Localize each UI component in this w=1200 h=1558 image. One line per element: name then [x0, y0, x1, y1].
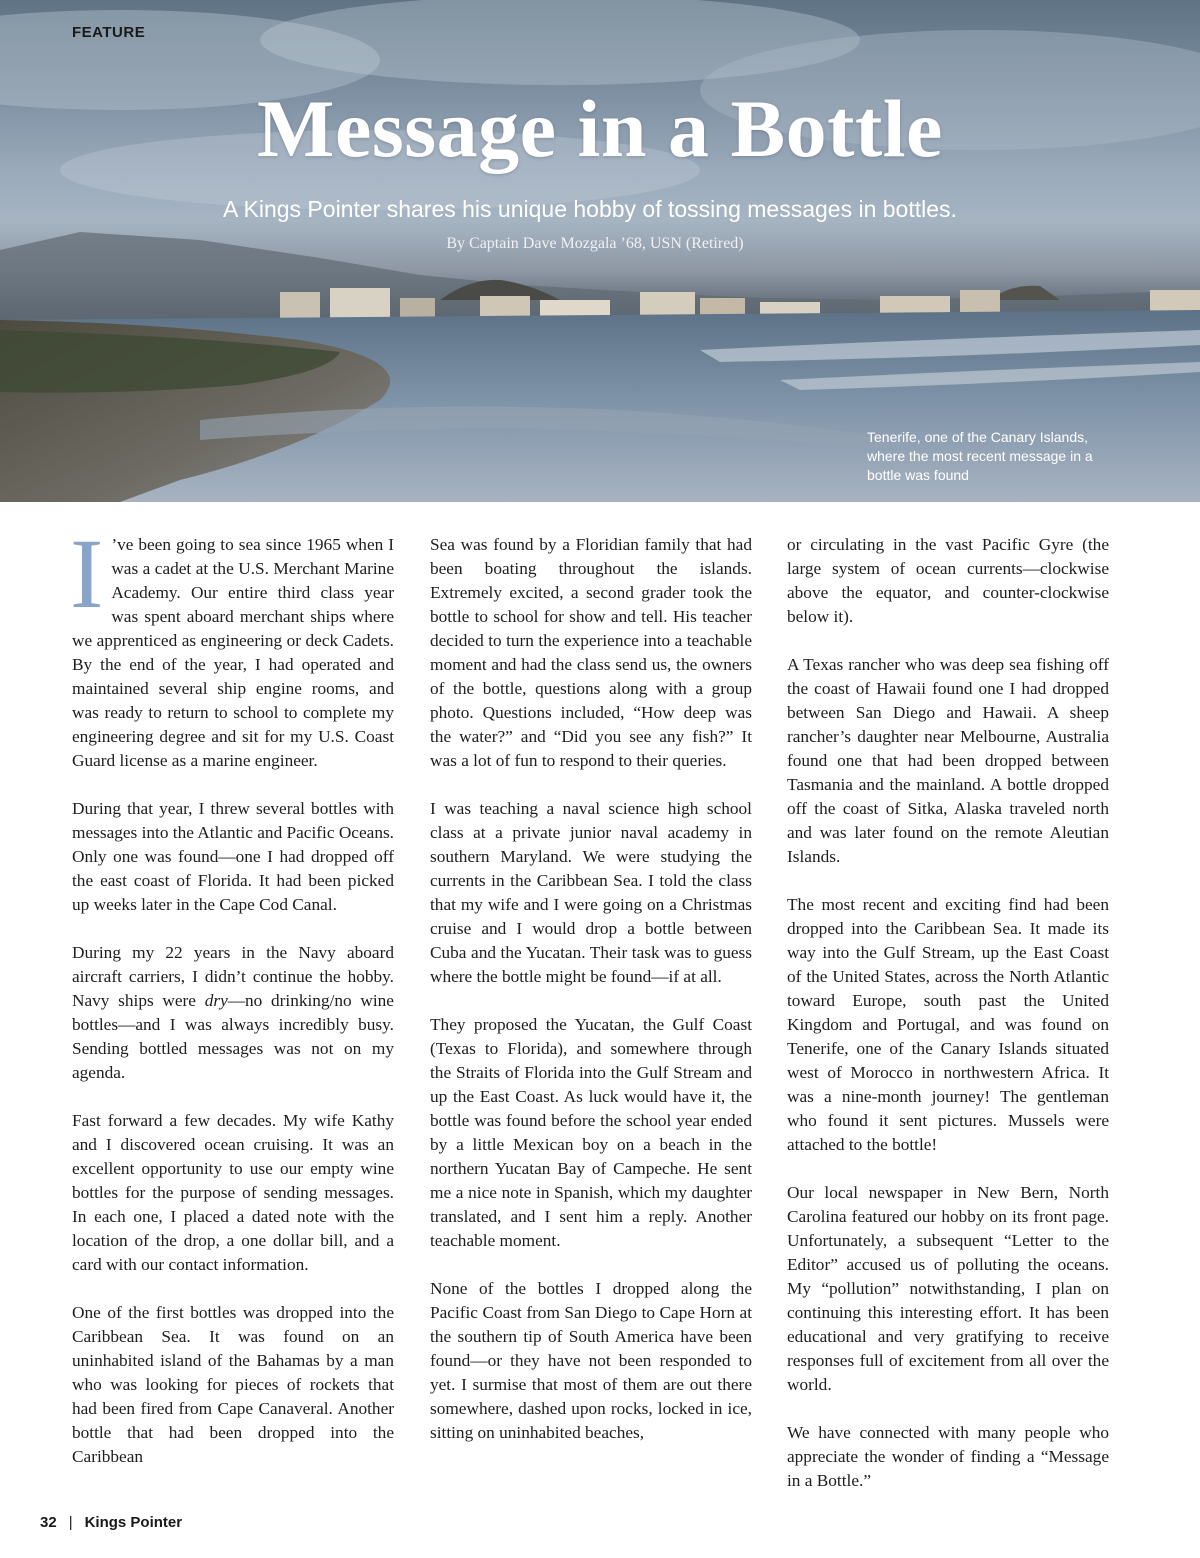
article-paragraph: Fast forward a few decades. My wife Kathy and I discovered ocean cruising. It was an excellent opportunity to use our empty wine bottles for the purpose of sending messages. In each one, I placed a dated note with the location of the drop, a one dollar bill, and a card with our contact information. [72, 1111, 394, 1274]
hero-photo [0, 0, 1200, 502]
article-paragraph: I ’ve been going to sea since 1965 when I was a cadet at the U.S. Merchant Marine Academy. Our entire third class year was spent aboard merchant ships where we apprenticed as engineering or deck Cadets. By the end of the year, I had operated and maintained several ship engine rooms, and was ready to return to school to complete my engineering degree and sit for my U.S. Coast Guard license as a marine engineer. [70, 518, 394, 770]
article-byline: By Captain Dave Mozgala ’68, USN (Retired) [446, 235, 744, 252]
page-number: 32 [40, 1514, 57, 1531]
article-paragraph: We have connected with many people who appreciate the wonder of finding a “Message in a Bottle.” [787, 1423, 1109, 1490]
drop-cap: I [70, 518, 104, 629]
page-footer [40, 1514, 182, 1531]
article-column-3 [787, 533, 1109, 1517]
publication-name: Kings Pointer [84, 1514, 183, 1531]
article-subtitle: A Kings Pointer shares his unique hobby of tossing messages in bottles. [223, 196, 957, 222]
article-title: Message in a Bottle [257, 83, 943, 174]
article-paragraph: Sea was found by a Floridian family that had been boating throughout the islands. Extremely excited, a second grader took the bottle to school for show and tell. His teacher decided to turn the experience into a teachable moment and had the class send us, the owners of the bottle, questions along with a group photo. Questions included, “How deep was the water?” and “Did you see any fish?” It was a lot of fun to respond to their queries. [430, 535, 752, 770]
footer-separator: | [68, 1514, 73, 1531]
photo-caption: Tenerife, one of the Canary Islands, where the most recent message in a bottle was found [867, 429, 1093, 483]
article-paragraph: During that year, I threw several bottles with messages into the Atlantic and Pacific Oceans. Only one was found—one I had dropped off the east coast of Florida. It had been picked up weeks later in the Cape Cod Canal. [72, 799, 395, 914]
emphasis: dry [204, 991, 228, 1010]
article-paragraph: One of the first bottles was dropped into the Caribbean Sea. It was found on an uninhabited island of the Bahamas by a man who was looking for pieces of rockets that had been fired from Cape Canaveral. Another bottle that had been dropped into the Caribbean [72, 1303, 394, 1466]
article-paragraph: or circulating in the vast Pacific Gyre (the large system of ocean currents—clockwise above the equator, and counter-clockwise below it). [787, 535, 1109, 626]
article-paragraph: The most recent and exciting find had been dropped into the Caribbean Sea. It made its way into the Gulf Stream, up the East Coast of the United States, across the North Atlantic toward Europe, south past the United Kingdom and Portugal, and was found on Tenerife, one of the Canary Islands situated west of Morocco in northwestern Africa. It was a nine-month journey! The gentleman who found it sent pictures. Mussels were attached to the bottle! [787, 895, 1109, 1154]
article-paragraph: I was teaching a naval science high school class at a private junior naval academy in southern Maryland. We were studying the currents in the Caribbean Sea. I told the class that my wife and I were going on a Christmas cruise and I would drop a bottle between Cuba and the Yucatan. Their task was to guess where the bottle might be found—if at all. [430, 799, 752, 986]
article-paragraph: They proposed the Yucatan, the Gulf Coast (Texas to Florida), and somewhere through the Straits of Florida into the Gulf Stream and up the East Coast. As luck would have it, the bottle was found before the school year ended by a little Mexican boy on a beach in the northern Yucatan Bay of Campeche. He sent me a nice note in Spanish, which my daughter translated, and I sent him a reply. Another teachable moment. [430, 1015, 752, 1250]
article-paragraph: A Texas rancher who was deep sea fishing off the coast of Hawaii found one I had dropped between San Diego and Hawaii. A sheep rancher’s daughter near Melbourne, Australia found one that had been dropped between Tasmania and the mainland. A bottle dropped off the coast of Sitka, Alaska traveled north and was later found on the remote Aleutian Islands. [787, 655, 1109, 866]
section-label: FEATURE [72, 24, 146, 41]
article-column-1 [70, 518, 395, 1493]
article-column-2 [430, 533, 752, 1469]
article-paragraph: During my 22 years in the Navy aboard aircraft carriers, I didn’t continue the hobby. Navy ships were dry—no drinking/no wine bottles—and I was always incredibly busy. Sending bottled messages was not on my agenda. [72, 943, 394, 1082]
article-paragraph: None of the bottles I dropped along the Pacific Coast from San Diego to Cape Horn at the southern tip of South America have been found—or they have not been responded to yet. I surmise that most of them are out there somewhere, dashed upon rocks, locked in ice, sitting on uninhabited beaches, [430, 1279, 752, 1442]
article-paragraph: Our local newspaper in New Bern, North Carolina featured our hobby on its front page. Unfortunately, a subsequent “Letter to the Editor” accused us of polluting the oceans. My “pollution” notwithstanding, I plan on continuing this interesting effort. It has been educational and very gratifying to receive responses full of excitement from all over the world. [787, 1183, 1109, 1394]
